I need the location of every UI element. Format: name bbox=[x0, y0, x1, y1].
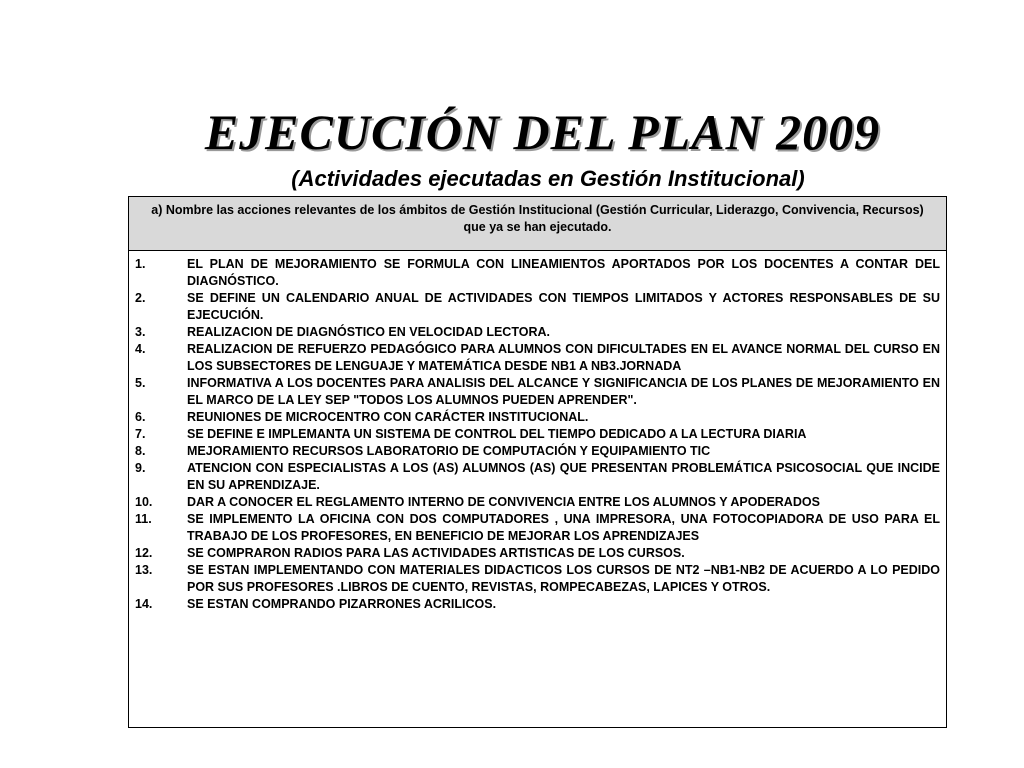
item-text: SE ESTAN IMPLEMENTANDO CON MATERIALES DIDACTICOS LOS CURSOS DE NT2 –NB1-NB2 DE ACUERDO A LO PEDIDO POR SUS PROFESORES .LIBROS DE CUENTO, REVISTAS, ROMPECABEZAS, LAPICES Y OTROS. bbox=[187, 563, 940, 594]
item-text: REUNIONES DE MICROCENTRO CON CARÁCTER INSTITUCIONAL. bbox=[187, 410, 589, 424]
list-item bbox=[135, 596, 940, 613]
item-number: 10. bbox=[135, 495, 153, 509]
slide-title: EJECUCIÓN DEL PLAN 2009 bbox=[204, 104, 881, 160]
item-number: 12. bbox=[135, 546, 153, 560]
item-text: SE IMPLEMENTO LA OFICINA CON DOS COMPUTADORES , UNA IMPRESORA, UNA FOTOCOPIADORA DE USO PARA EL TRABAJO DE LOS PROFESORES, EN BENEFICIO DE MEJORAR LOS APRENDIZAJES bbox=[187, 512, 940, 543]
item-number: 9. bbox=[135, 461, 146, 475]
list-item bbox=[135, 375, 940, 409]
item-text: REALIZACION DE REFUERZO PEDAGÓGICO PARA ALUMNOS CON DIFICULTADES EN EL AVANCE NORMAL DEL CURSO EN LOS SUBSECTORES DE LENGUAJE Y MATEMÁTICA DESDE NB1 A NB3.JORNADA bbox=[187, 342, 940, 373]
item-text: ATENCION CON ESPECIALISTAS A LOS (AS) ALUMNOS (AS) QUE PRESENTAN PROBLEMÁTICA PSICOSOCIAL QUE INCIDE EN SU APRENDIZAJE. bbox=[187, 461, 940, 492]
item-number: 13. bbox=[135, 563, 153, 577]
list-item bbox=[135, 426, 940, 443]
item-number: 11. bbox=[135, 512, 152, 526]
item-text: DAR A CONOCER EL REGLAMENTO INTERNO DE CONVIVENCIA ENTRE LOS ALUMNOS Y APODERADOS bbox=[187, 495, 820, 509]
actions-table bbox=[128, 196, 947, 728]
list-item bbox=[135, 324, 940, 341]
actions-list bbox=[129, 251, 946, 613]
item-text: MEJORAMIENTO RECURSOS LABORATORIO DE COMPUTACIÓN Y EQUIPAMIENTO TIC bbox=[187, 444, 711, 458]
slide-subtitle: (Actividades ejecutadas en Gestión Institucional) bbox=[291, 166, 805, 191]
item-text: SE DEFINE E IMPLEMANTA UN SISTEMA DE CONTROL DEL TIEMPO DEDICADO A LA LECTURA DIARIA bbox=[187, 427, 807, 441]
item-text: SE COMPRARON RADIOS PARA LAS ACTIVIDADES ARTISTICAS DE LOS CURSOS. bbox=[187, 546, 685, 560]
list-item bbox=[135, 562, 940, 596]
item-text: SE DEFINE UN CALENDARIO ANUAL DE ACTIVIDADES CON TIEMPOS LIMITADOS Y ACTORES RESPONSABLES DE SU EJECUCIÓN. bbox=[187, 291, 940, 322]
item-number: 2. bbox=[135, 291, 146, 305]
list-item bbox=[135, 256, 940, 290]
item-number: 1. bbox=[135, 257, 146, 271]
item-text: INFORMATIVA A LOS DOCENTES PARA ANALISIS DEL ALCANCE Y SIGNIFICANCIA DE LOS PLANES DE MEJORAMIENTO EN EL MARCO DE LA LEY SEP "TODOS LOS ALUMNOS PUEDEN APRENDER". bbox=[187, 376, 940, 407]
item-number: 6. bbox=[135, 410, 146, 424]
list-item bbox=[135, 409, 940, 426]
list-item bbox=[135, 460, 940, 494]
item-number: 5. bbox=[135, 376, 146, 390]
item-number: 4. bbox=[135, 342, 146, 356]
list-item bbox=[135, 511, 940, 545]
list-item bbox=[135, 494, 940, 511]
list-item bbox=[135, 443, 940, 460]
item-number: 14. bbox=[135, 597, 153, 611]
table-header: a) Nombre las acciones relevantes de los ámbitos de Gestión Institucional (Gestión Curricular, Liderazgo, Convivencia, Recursos) que ya se han ejecutado. bbox=[129, 197, 946, 251]
list-item bbox=[135, 341, 940, 375]
item-text: EL PLAN DE MEJORAMIENTO SE FORMULA CON LINEAMIENTOS APORTADOS POR LOS DOCENTES A CONTAR DEL DIAGNÓSTICO. bbox=[187, 257, 940, 288]
item-text: SE ESTAN COMPRANDO PIZARRONES ACRILICOS. bbox=[187, 597, 497, 611]
list-item bbox=[135, 545, 940, 562]
item-text: REALIZACION DE DIAGNÓSTICO EN VELOCIDAD LECTORA. bbox=[187, 325, 550, 339]
item-number: 7. bbox=[135, 427, 146, 441]
list-item bbox=[135, 290, 940, 324]
item-number: 3. bbox=[135, 325, 146, 339]
item-number: 8. bbox=[135, 444, 146, 458]
